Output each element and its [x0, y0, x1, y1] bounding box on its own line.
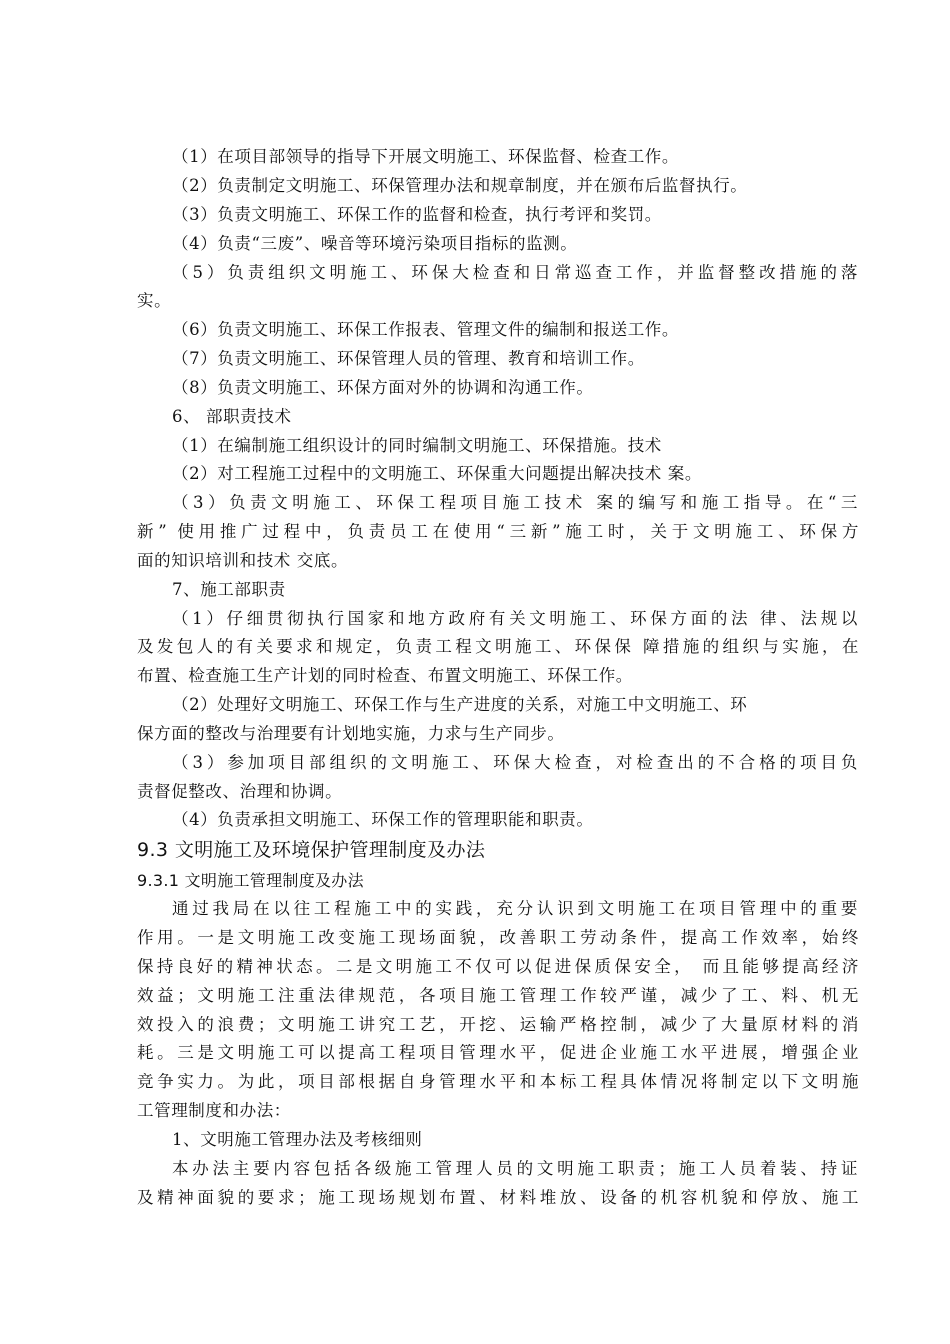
construction-duty-2-cont: 保方面的整改与治理要有计划地实施，力求与生产同步。 [137, 724, 565, 743]
dept-heading-7: 7、施工部职责 [172, 580, 286, 599]
body-paragraph-line: 作用。一是文明施工改变施工现场面貌，改善职工劳动条件，提高工作效率，始终 [137, 928, 859, 947]
subsection-title: 9.3.1 文明施工管理制度及办法 [137, 871, 364, 890]
body-paragraph-line: 效益；文明施工注重法律规范，各项目施工管理工作较严谨，减少了工、料、机无 [137, 986, 859, 1005]
tech-duty-2: （2）对工程施工过程中的文明施工、环保重大问题提出解决技术 案。 [172, 464, 702, 483]
tech-duty-1: （1）在编制施工组织设计的同时编制文明施工、环保措施。技术 [172, 436, 662, 455]
body-paragraph-line: 本办法主要内容包括各级施工管理人员的文明施工职责；施工人员着装、持证 [172, 1159, 858, 1178]
duty-item-1: （1）在项目部领导的指导下开展文明施工、环保监督、检查工作。 [172, 147, 679, 166]
construction-duty-2: （2）处理好文明施工、环保工作与生产进度的关系，对施工中文明施工、环 [172, 695, 748, 714]
subheading-1: 1、文明施工管理办法及考核细则 [172, 1130, 423, 1149]
duty-item-4: （4）负责“三废”、噪音等环境污染项目指标的监测。 [172, 234, 578, 253]
body-paragraph-line: 通过我局在以往工程施工中的实践，充分认识到文明施工在项目管理中的重要 [172, 899, 858, 918]
body-paragraph-line: 及精神面貌的要求；施工现场规划布置、材料堆放、设备的机容机貌和停放、施工 [137, 1188, 859, 1207]
duty-item-2: （2）负责制定文明施工、环保管理办法和规章制度，并在颁布后监督执行。 [172, 176, 748, 195]
construction-duty-1-end: 布置、检查施工生产计划的同时检查、布置文明施工、环保工作。 [137, 666, 633, 685]
construction-duty-4: （4）负责承担文明施工、环保工作的管理职能和职责。 [172, 810, 594, 829]
section-title: 9.3 文明施工及环境保护管理制度及办法 [137, 839, 486, 861]
duty-item-7: （7）负责文明施工、环保管理人员的管理、教育和培训工作。 [172, 349, 645, 368]
construction-duty-3: （3）参加项目部组织的文明施工、环保大检查，对检查出的不合格的项目负 [172, 753, 858, 772]
tech-duty-3: （3）负责文明施工、环保工程项目施工技术 案的编写和施工指导。在“三 [172, 493, 858, 512]
duty-item-6: （6）负责文明施工、环保工作报表、管理文件的编制和报送工作。 [172, 320, 679, 339]
tech-duty-3-end: 面的知识培训和技术 交底。 [137, 551, 349, 570]
body-paragraph-line: 竞争实力。为此，项目部根据自身管理水平和本标工程具体情况将制定以下文明施 [137, 1072, 859, 1091]
construction-duty-3-cont: 责督促整改、治理和协调。 [137, 782, 343, 801]
body-paragraph-line: 工管理制度和办法： [137, 1101, 291, 1120]
body-paragraph-line: 保持良好的精神状态。二是文明施工不仅可以促进保质保安全， 而且能够提高经济 [137, 957, 859, 976]
duty-item-8: （8）负责文明施工、环保方面对外的协调和沟通工作。 [172, 378, 594, 397]
dept-heading-6: 6、 部职责技术 [172, 407, 292, 426]
duty-item-5-cont: 实。 [137, 291, 172, 310]
construction-duty-1-cont: 及发包人的有关要求和规定，负责工程文明施工、环保保 障措施的组织与实施，在 [137, 637, 859, 656]
construction-duty-1: （1）仔细贯彻执行国家和地方政府有关文明施工、环保方面的法 律、法规以 [172, 609, 858, 628]
body-paragraph-line: 耗。三是文明施工可以提高工程项目管理水平，促进企业施工水平进展，增强企业 [137, 1043, 859, 1062]
duty-item-5: （5）负责组织文明施工、环保大检查和日常巡查工作，并监督整改措施的落 [172, 263, 858, 282]
body-paragraph-line: 效投入的浪费；文明施工讲究工艺，开挖、运输严格控制，减少了大量原材料的消 [137, 1015, 859, 1034]
tech-duty-3-cont: 新” 使用推广过程中，负责员工在使用“三新”施工时，关于文明施工、环保方 [137, 522, 859, 541]
duty-item-3: （3）负责文明施工、环保工作的监督和检查，执行考评和奖罚。 [172, 205, 662, 224]
